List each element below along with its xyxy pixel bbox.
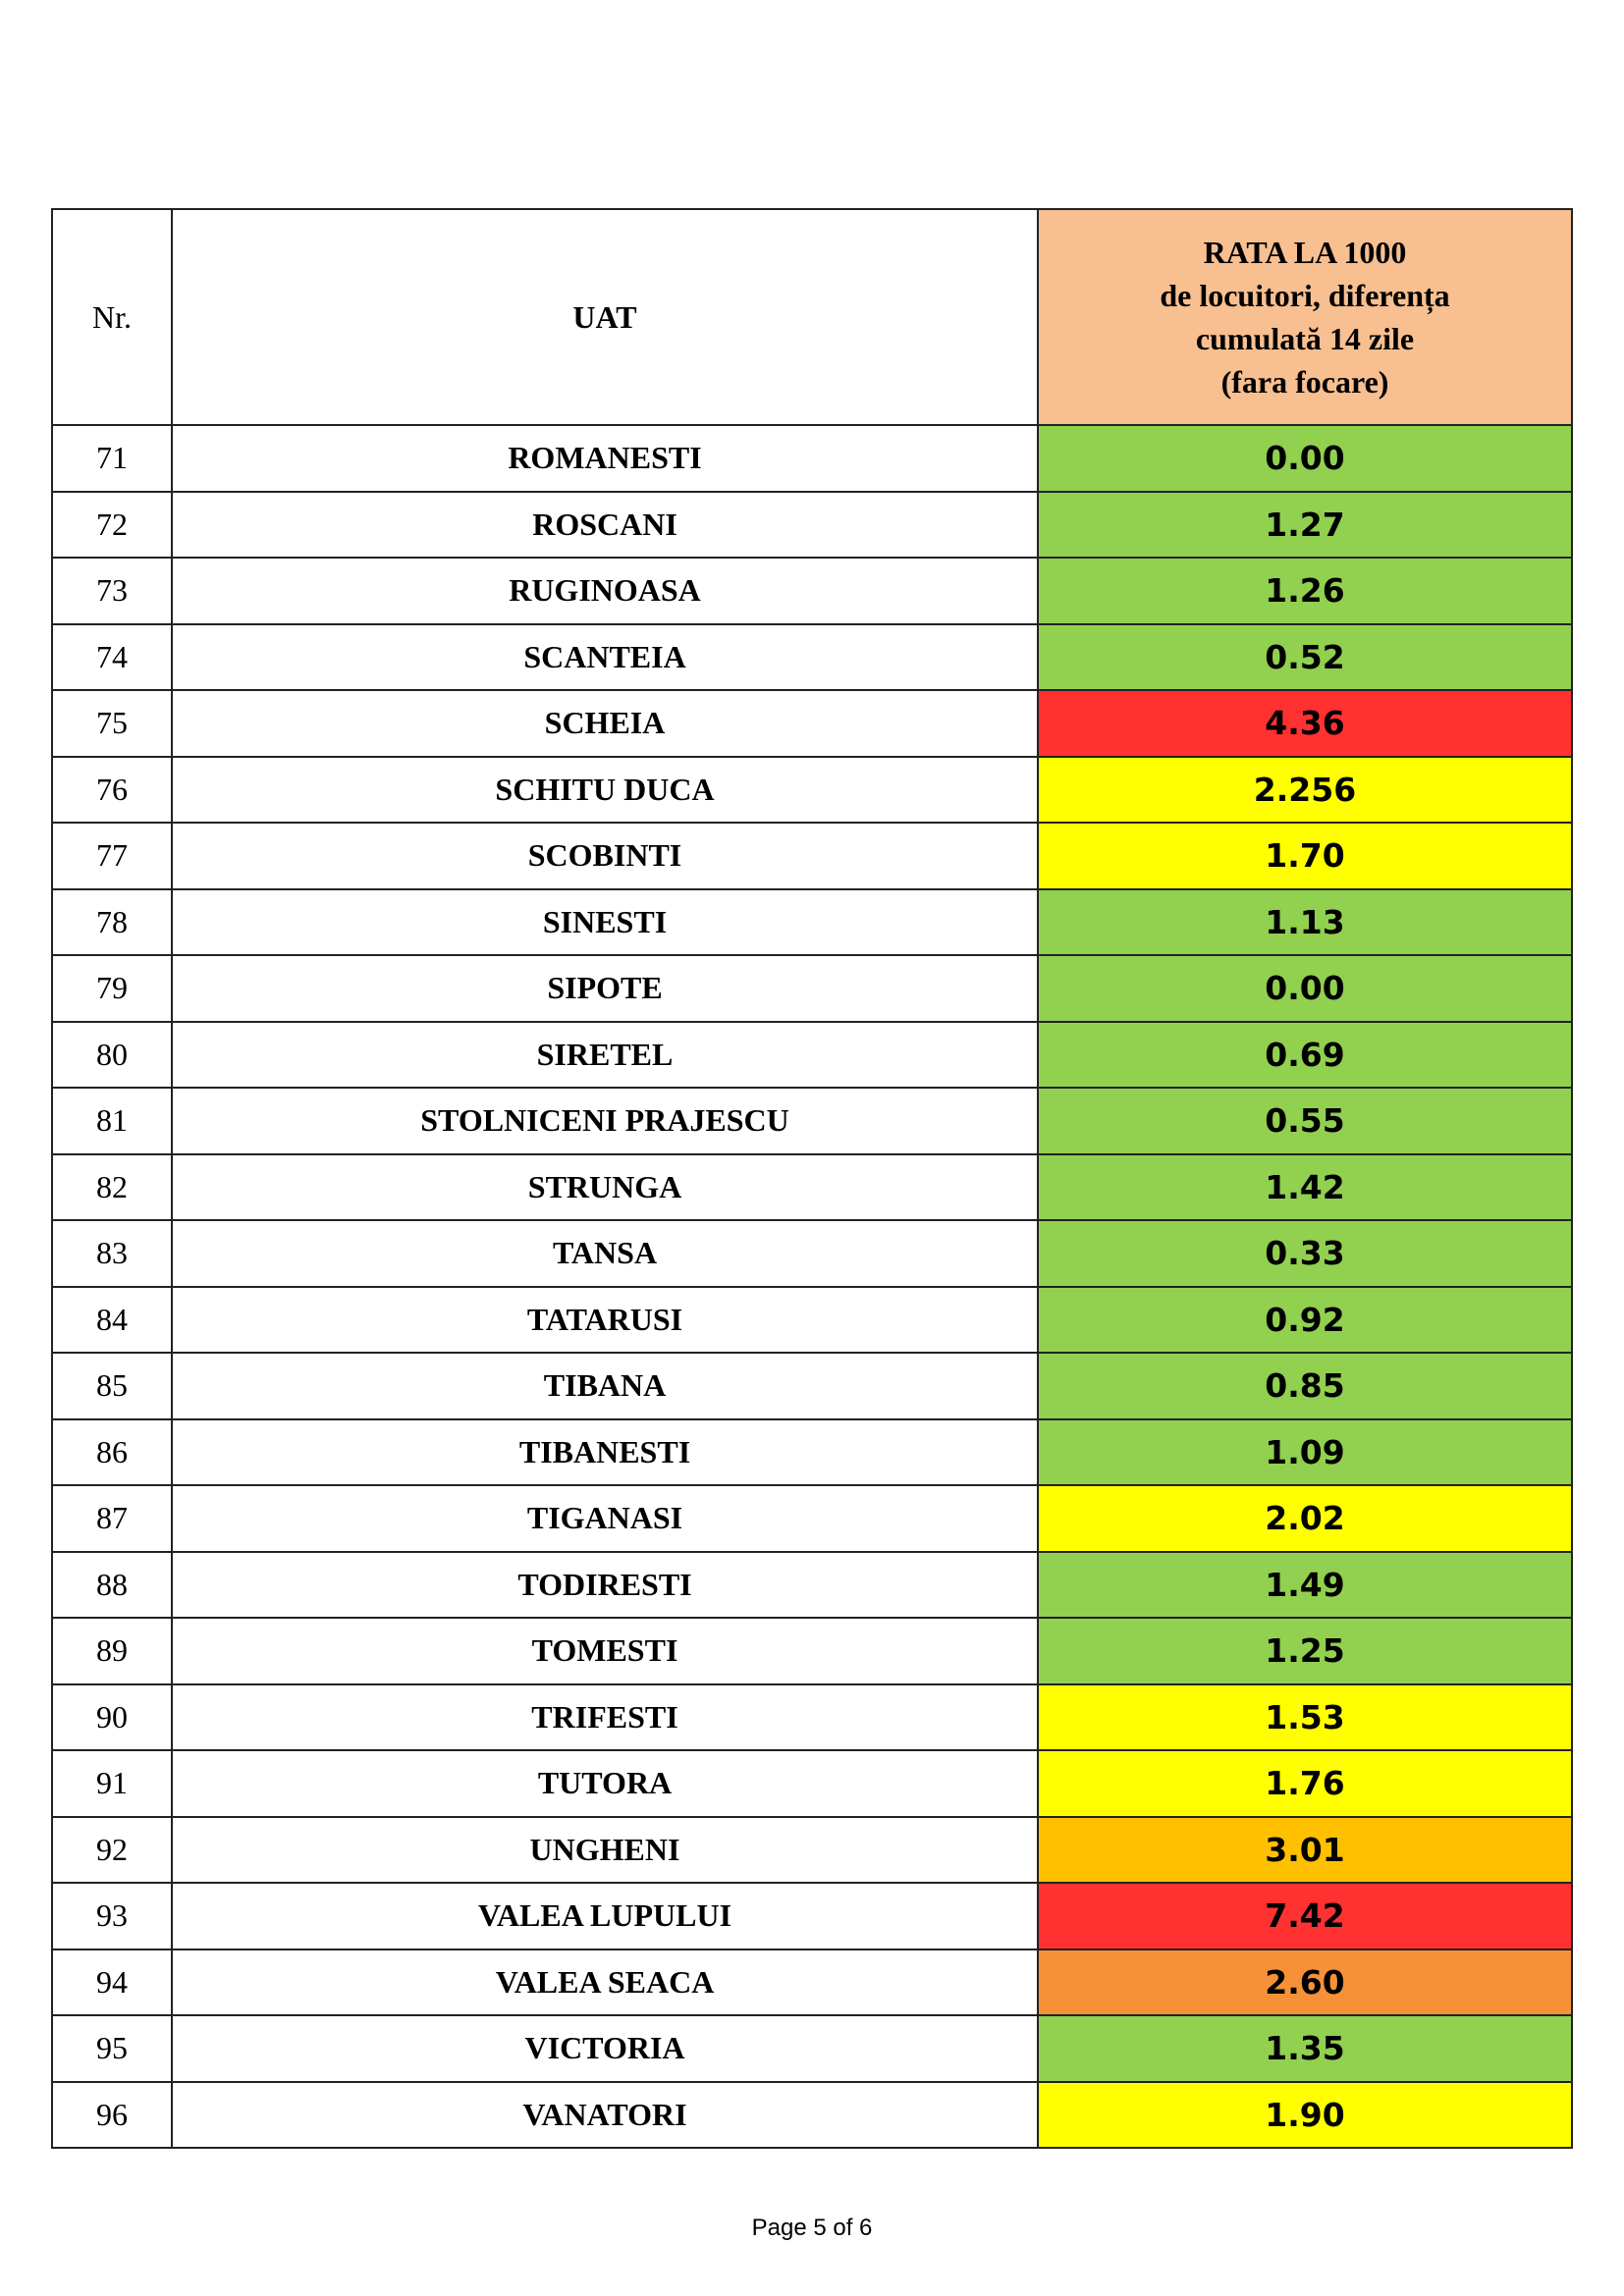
header-rate: [1038, 209, 1572, 425]
table-row: [52, 889, 1572, 956]
table-row: [52, 1949, 1572, 2016]
uat-name: SIRETEL: [172, 1022, 1038, 1089]
row-number: 71: [52, 425, 172, 492]
rate-value: 2.02: [1038, 1485, 1572, 1552]
rate-value: 2.256: [1038, 757, 1572, 824]
table-row: [52, 1552, 1572, 1619]
uat-name: TIBANA: [172, 1353, 1038, 1419]
uat-name: TATARUSI: [172, 1287, 1038, 1354]
rate-value: 4.36: [1038, 690, 1572, 757]
uat-name: SIPOTE: [172, 955, 1038, 1022]
row-number: 95: [52, 2015, 172, 2082]
table-row: [52, 558, 1572, 624]
table-row: [52, 2082, 1572, 2149]
rate-value: 1.13: [1038, 889, 1572, 956]
rate-value: 1.53: [1038, 1684, 1572, 1751]
row-number: 84: [52, 1287, 172, 1354]
rate-value: 0.92: [1038, 1287, 1572, 1354]
header-rate-line: de locuitori, diferența: [1160, 278, 1450, 313]
row-number: 81: [52, 1088, 172, 1154]
uat-name: STRUNGA: [172, 1154, 1038, 1221]
row-number: 75: [52, 690, 172, 757]
uat-name: VICTORIA: [172, 2015, 1038, 2082]
uat-name: ROMANESTI: [172, 425, 1038, 492]
rate-value: 1.90: [1038, 2082, 1572, 2149]
row-number: 88: [52, 1552, 172, 1619]
uat-name: TODIRESTI: [172, 1552, 1038, 1619]
uat-name: RUGINOASA: [172, 558, 1038, 624]
uat-name: TIBANESTI: [172, 1419, 1038, 1486]
row-number: 92: [52, 1817, 172, 1884]
uat-name: ROSCANI: [172, 492, 1038, 559]
table-row: [52, 492, 1572, 559]
rate-value: 0.00: [1038, 425, 1572, 492]
table-row: [52, 1287, 1572, 1354]
rate-value: 0.55: [1038, 1088, 1572, 1154]
row-number: 85: [52, 1353, 172, 1419]
row-number: 89: [52, 1618, 172, 1684]
table-row: [52, 823, 1572, 889]
table-row: [52, 1353, 1572, 1419]
rate-value: 1.49: [1038, 1552, 1572, 1619]
table-row: [52, 1883, 1572, 1949]
rate-value: 1.09: [1038, 1419, 1572, 1486]
uat-name: UNGHENI: [172, 1817, 1038, 1884]
uat-name: SINESTI: [172, 889, 1038, 956]
row-number: 94: [52, 1949, 172, 2016]
uat-name: SCOBINTI: [172, 823, 1038, 889]
rate-value: 1.26: [1038, 558, 1572, 624]
table-header-row: [52, 209, 1572, 425]
header-nr: Nr.: [52, 209, 172, 425]
row-number: 80: [52, 1022, 172, 1089]
header-rate-line: RATA LA 1000: [1203, 235, 1407, 270]
rate-value: 1.76: [1038, 1750, 1572, 1817]
uat-name: VANATORI: [172, 2082, 1038, 2149]
header-rate-line: (fara focare): [1220, 364, 1389, 400]
rate-value: 0.85: [1038, 1353, 1572, 1419]
table-row: [52, 1750, 1572, 1817]
row-number: 86: [52, 1419, 172, 1486]
uat-name: TRIFESTI: [172, 1684, 1038, 1751]
row-number: 96: [52, 2082, 172, 2149]
row-number: 91: [52, 1750, 172, 1817]
table-row: [52, 2015, 1572, 2082]
rate-value: 0.00: [1038, 955, 1572, 1022]
table-row: [52, 624, 1572, 691]
table-row: [52, 757, 1572, 824]
uat-name: SCANTEIA: [172, 624, 1038, 691]
table-row: [52, 1022, 1572, 1089]
table-row: [52, 1485, 1572, 1552]
row-number: 87: [52, 1485, 172, 1552]
header-uat: UAT: [172, 209, 1038, 425]
table-row: [52, 1154, 1572, 1221]
rate-value: 1.70: [1038, 823, 1572, 889]
rate-value: 0.33: [1038, 1220, 1572, 1287]
rate-value: 0.52: [1038, 624, 1572, 691]
row-number: 72: [52, 492, 172, 559]
table-row: [52, 1419, 1572, 1486]
rate-value: 3.01: [1038, 1817, 1572, 1884]
uat-name: TIGANASI: [172, 1485, 1038, 1552]
rate-value: 1.27: [1038, 492, 1572, 559]
rate-value: 0.69: [1038, 1022, 1572, 1089]
uat-name: STOLNICENI PRAJESCU: [172, 1088, 1038, 1154]
row-number: 79: [52, 955, 172, 1022]
rate-value: 7.42: [1038, 1883, 1572, 1949]
rates-table: [51, 208, 1573, 2149]
uat-name: TUTORA: [172, 1750, 1038, 1817]
uat-name: VALEA SEACA: [172, 1949, 1038, 2016]
uat-name: TANSA: [172, 1220, 1038, 1287]
table-row: [52, 1684, 1572, 1751]
table-row: [52, 425, 1572, 492]
rate-value: 1.42: [1038, 1154, 1572, 1221]
row-number: 90: [52, 1684, 172, 1751]
uat-name: VALEA LUPULUI: [172, 1883, 1038, 1949]
uat-name: SCHEIA: [172, 690, 1038, 757]
row-number: 82: [52, 1154, 172, 1221]
rate-value: 1.35: [1038, 2015, 1572, 2082]
table-row: [52, 1817, 1572, 1884]
table-row: [52, 1220, 1572, 1287]
row-number: 83: [52, 1220, 172, 1287]
page-number: Page 5 of 6: [751, 2215, 873, 2241]
row-number: 77: [52, 823, 172, 889]
row-number: 74: [52, 624, 172, 691]
uat-name: SCHITU DUCA: [172, 757, 1038, 824]
table-row: [52, 955, 1572, 1022]
table-row: [52, 1618, 1572, 1684]
row-number: 73: [52, 558, 172, 624]
row-number: 78: [52, 889, 172, 956]
row-number: 76: [52, 757, 172, 824]
uat-name: TOMESTI: [172, 1618, 1038, 1684]
table-row: [52, 1088, 1572, 1154]
row-number: 93: [52, 1883, 172, 1949]
header-rate-line: cumulată 14 zile: [1195, 321, 1415, 356]
table-row: [52, 690, 1572, 757]
rate-value: 1.25: [1038, 1618, 1572, 1684]
table-body: [52, 425, 1572, 2148]
rate-value: 2.60: [1038, 1949, 1572, 2016]
